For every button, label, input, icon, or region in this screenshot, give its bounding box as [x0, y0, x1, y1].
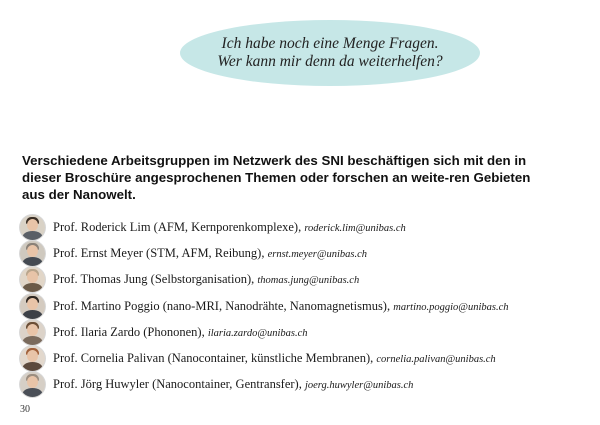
researcher-line — [53, 377, 413, 392]
researcher-line — [53, 246, 367, 261]
portrait-photo — [20, 372, 45, 397]
researcher-item — [20, 293, 508, 319]
researcher-entry: Prof. Ernst Meyer (STM, AFM, Reibung), — [53, 245, 268, 260]
speech-bubble-text: Ich habe noch eine Menge Fragen. Wer kann mir denn da weiterhelfen? — [217, 35, 443, 70]
portrait-photo — [20, 215, 45, 240]
researcher-item — [20, 345, 508, 371]
page-number: 30 — [20, 404, 30, 415]
researcher-entry: Prof. Jörg Huwyler (Nanocontainer, Gentransfer), — [53, 377, 305, 392]
researcher-email: ernst.meyer@unibas.ch — [267, 248, 368, 260]
researcher-email: martino.poggio@unibas.ch — [393, 301, 509, 313]
researcher-line — [53, 299, 508, 314]
researcher-line — [53, 325, 308, 340]
researcher-line — [53, 351, 496, 366]
researcher-item — [20, 372, 508, 398]
researcher-email: ilaria.zardo@unibas.ch — [207, 327, 308, 339]
portrait-photo — [20, 320, 45, 345]
researcher-email: joerg.huwyler@unibas.ch — [304, 380, 414, 392]
researcher-entry: Prof. Martino Poggio (nano-MRI, Nanodrähte, Nanomagnetismus), — [53, 298, 394, 313]
researcher-entry: Prof. Thomas Jung (Selbstorganisation), — [53, 272, 258, 287]
speech-bubble — [180, 20, 480, 86]
portrait-photo — [20, 346, 45, 371]
portrait-photo — [20, 241, 45, 266]
portrait-photo — [20, 267, 45, 292]
researcher-item — [20, 319, 508, 345]
researcher-entry: Prof. Cornelia Palivan (Nanocontainer, künstliche Membranen), — [53, 351, 377, 366]
portrait-photo — [20, 294, 45, 319]
researcher-email: roderick.lim@unibas.ch — [304, 222, 406, 234]
researcher-entry: Prof. Roderick Lim (AFM, Kernporenkomplexe), — [53, 219, 305, 234]
intro-paragraph: Verschiedene Arbeitsgruppen im Netzwerk des SNI beschäftigen sich mit den in dieser Broschüre angesprochenen Themen oder forschen an weite-ren Gebieten aus der Nanowelt. — [22, 153, 531, 202]
researcher-email: cornelia.palivan@unibas.ch — [376, 354, 496, 366]
researcher-item — [20, 214, 508, 240]
researcher-email: thomas.jung@unibas.ch — [257, 275, 360, 287]
researcher-list — [20, 214, 508, 398]
researcher-line — [53, 272, 359, 287]
researcher-entry: Prof. Ilaria Zardo (Phononen), — [53, 324, 208, 339]
researcher-line — [53, 220, 406, 235]
researcher-item — [20, 267, 508, 293]
researcher-item — [20, 240, 508, 266]
